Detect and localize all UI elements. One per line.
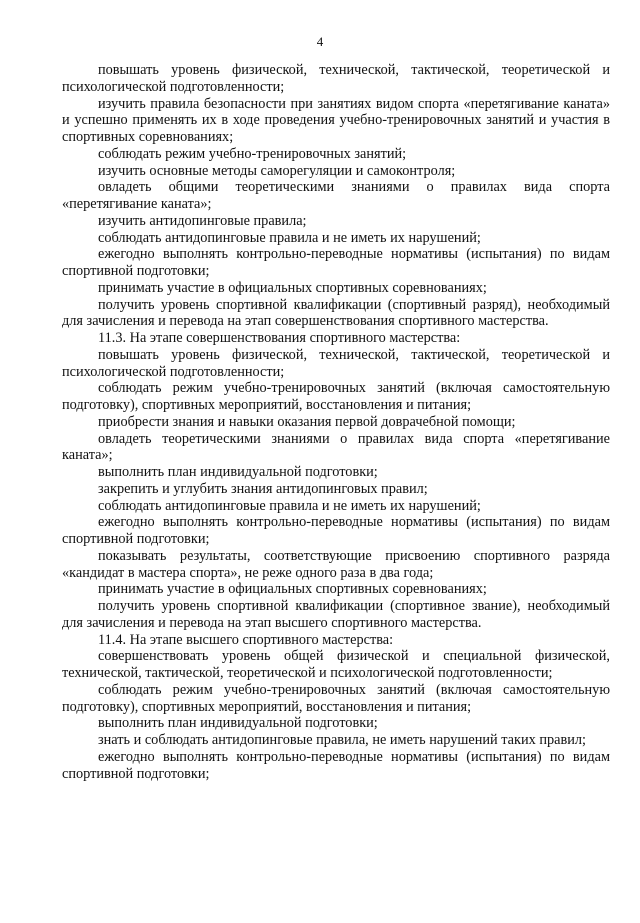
paragraph: показывать результаты, соответствующие присвоению спортивного разряда «кандидат в мастера спорта», не реже одного раза в два года; — [62, 547, 610, 581]
section-heading: 11.3. На этапе совершенствования спортивного мастерства: — [98, 330, 461, 346]
paragraph: совершенствовать уровень общей физической и специальной физической, технической, тактической, теоретической и психологической подготовленности; — [62, 648, 610, 681]
paragraph: изучить основные методы саморегуляции и самоконтроля; — [98, 162, 456, 179]
paragraph: выполнить план индивидуальной подготовки; — [98, 715, 378, 732]
paragraph: принимать участие в официальных спортивных соревнованиях; — [98, 581, 487, 598]
paragraph: выполнить план индивидуальной подготовки; — [98, 464, 378, 480]
section-heading: 11.4. На этапе высшего спортивного мастерства: — [98, 631, 394, 648]
paragraph: соблюдать антидопинговые правила и не иметь их нарушений; — [98, 497, 481, 514]
paragraph: принимать участие в официальных спортивных соревнованиях; — [98, 279, 487, 296]
paragraph: ежегодно выполнять контрольно-переводные нормативы (испытания) по видам спортивной подготовки; — [62, 514, 610, 547]
paragraph: повышать уровень физической, технической, тактической, теоретической и психологической подготовленности; — [62, 62, 610, 95]
paragraph: овладеть общими теоретическими знаниями о правилах вида спорта «перетягивание каната»; — [62, 179, 610, 212]
paragraph: соблюдать режим учебно-тренировочных занятий; — [98, 145, 407, 162]
paragraph: получить уровень спортивной квалификации (спортивное звание), необходимый для зачисления и перевода на этап высшего спортивного мастерства. — [62, 598, 610, 631]
paragraph: изучить антидопинговые правила; — [98, 212, 307, 229]
paragraph: знать и соблюдать антидопинговые правила, не иметь нарушений таких правил; — [98, 732, 586, 748]
paragraph: овладеть теоретическими знаниями о правилах вида спорта «перетягивание каната»; — [62, 430, 610, 464]
paragraph: соблюдать режим учебно-тренировочных занятий (включая самостоятельную подготовку), спортивных мероприятий, восстановления и питания; — [62, 681, 610, 715]
paragraph: повышать уровень физической, технической, тактической, теоретической и психологической подготовленности; — [62, 346, 610, 380]
paragraph: получить уровень спортивной квалификации (спортивный разряд), необходимый для зачисления и перевода на этап совершенствования спортивного мастерства. — [62, 296, 610, 330]
paragraph: ежегодно выполнять контрольно-переводные нормативы (испытания) по видам спортивной подготовки; — [62, 748, 610, 782]
paragraph: изучить правила безопасности при занятиях видом спорта «перетягивание каната» и успешно применять их в ходе проведения учебно-тренировочных занятий и участия в спортивных соревнованиях; — [62, 95, 610, 145]
paragraph: закрепить и углубить знания антидопинговых правил; — [98, 480, 428, 497]
paragraph: приобрести знания и навыки оказания первой доврачебной помощи; — [98, 413, 516, 430]
paragraph: соблюдать антидопинговые правила и не иметь их нарушений; — [98, 229, 481, 246]
document-body — [62, 62, 610, 782]
page-number: 4 — [316, 34, 324, 49]
paragraph: соблюдать режим учебно-тренировочных занятий (включая самостоятельную подготовку), спортивных мероприятий, восстановления и питания; — [62, 380, 610, 413]
paragraph: ежегодно выполнять контрольно-переводные нормативы (испытания) по видам спортивной подготовки; — [62, 246, 610, 279]
